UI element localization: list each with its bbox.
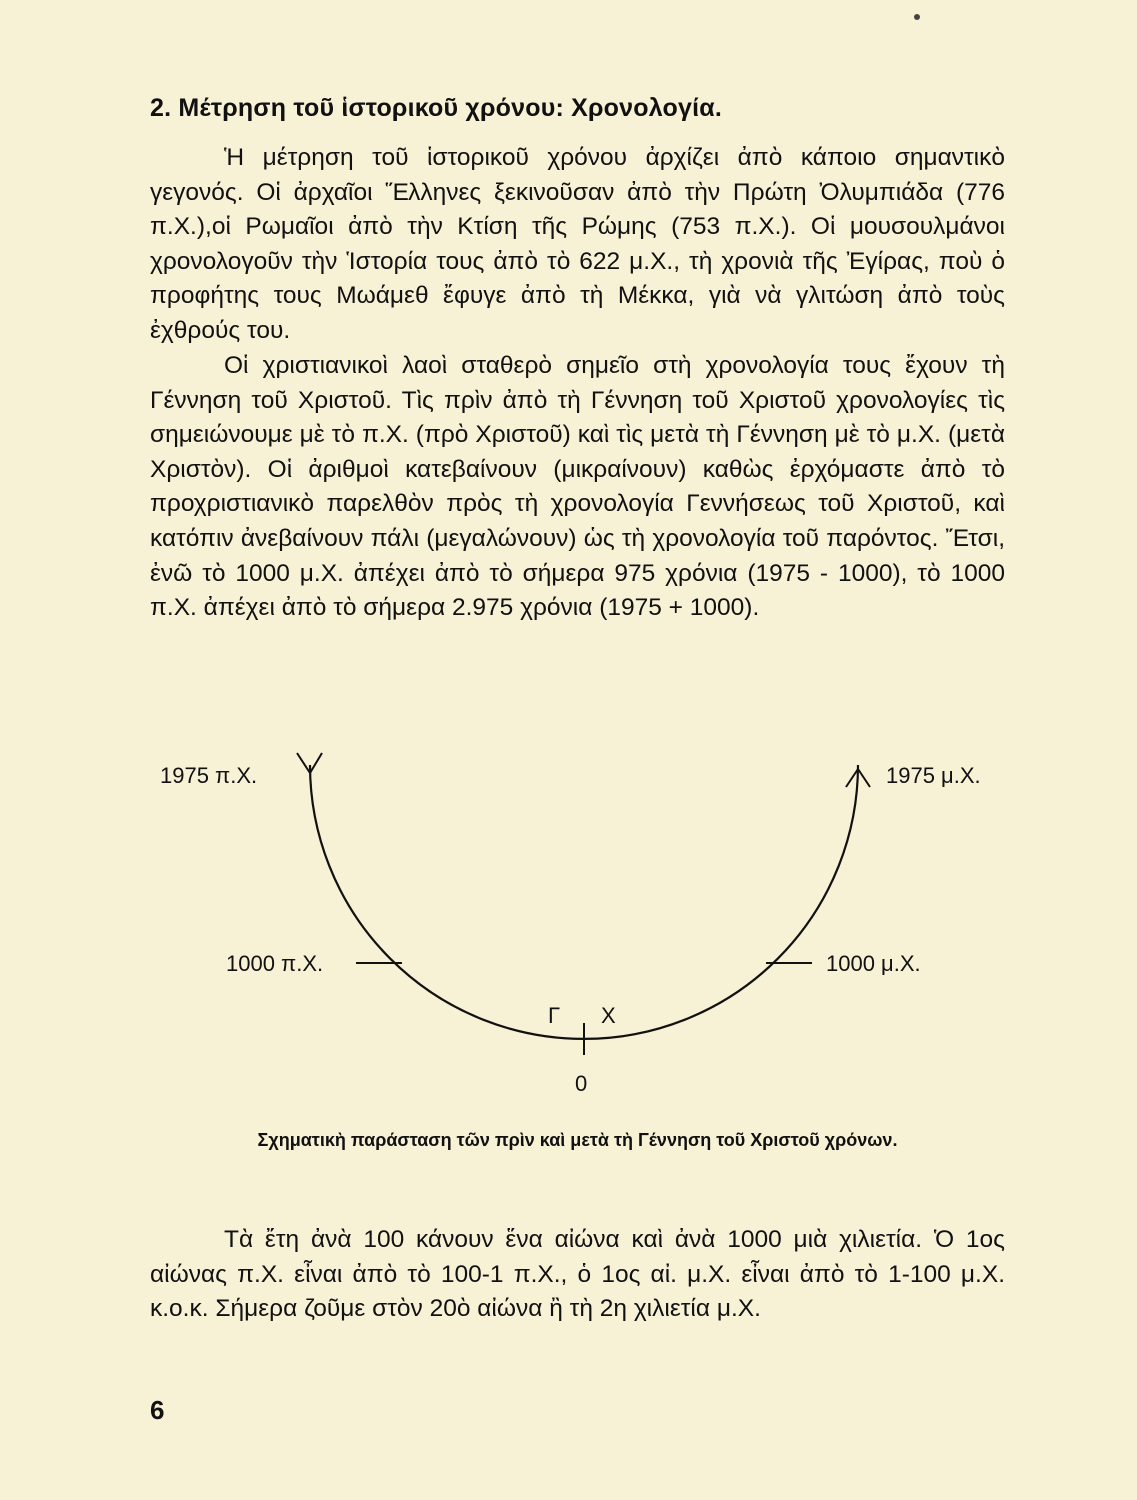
left-fork-left [297,753,310,773]
page-number: 6 [150,1395,165,1425]
speck-dot [914,14,920,20]
label-chi: Χ [601,1003,616,1028]
label-zero: 0 [575,1071,588,1096]
paragraph-2 [150,349,1005,626]
label-1000-ad: 1000 μ.Χ. [826,951,921,976]
paragraph-1 [150,141,1005,349]
timeline-diagram [0,745,1137,1115]
paragraph-2-text: Οἱ χριστιανικοὶ λαοὶ σταθερὸ σημεῖο στὴ χρονολογία τους ἔχουν τὴ Γέννηση τοῦ Χριστοῦ. Τὶς πρὶν ἀπὸ τὴ Γέννηση τοῦ Χριστοῦ χρονολογίες τὶς σημειώνουμε μὲ τὸ π.Χ. (πρὸ Χριστοῦ) καὶ τὶς μετὰ τὴ Γέννηση μὲ τὸ μ.Χ. (μετὰ Χριστὸν). Οἱ ἀριθμοὶ κατεβαίνουν (μικραίνουν) καθὼς ἐρχόμαστε ἀπὸ τὸ προχριστιανικὸ παρελθὸν πρὸς τὴ χρονολογία Γεννήσεως τοῦ Χριστοῦ, καὶ κατόπιν ἀνεβαίνουν πάλι (μεγαλώνουν) ὡς τὴ χρονολογία τοῦ παρόντος. Ἔτσι, ἐνῶ τὸ 1000 μ.Χ. ἀπέχει ἀπὸ τὸ σήμερα 975 χρόνια (1975 - 1000), τὸ 1000 π.Χ. ἀπέχει ἀπὸ τὸ σήμερα 2.975 χρόνια (1975 + 1000). [150,352,1005,622]
label-1975-bc: 1975 π.Χ. [160,763,258,788]
left-fork-right [310,753,322,773]
label-1975-ad: 1975 μ.Χ. [886,763,981,788]
right-arrow-left [846,769,858,787]
paragraph-3-text: Τὰ ἔτη ἀνὰ 100 κάνουν ἕνα αἰώνα καὶ ἀνὰ 1000 μιὰ χιλιετία. Ὁ 1ος αἰώνας π.Χ. εἶναι ἀπὸ τὸ 100-1 π.Χ., ὁ 1ος αἰ. μ.Χ. εἶναι ἀπὸ τὸ 1-100 μ.Χ. κ.ο.κ. Σήμερα ζοῦμε στὸν 20ὸ αἰώνα ἢ τὴ 2η χιλιετία μ.Χ. [150,1226,1005,1323]
diagram-caption: Σχηματικὴ παράσταση τῶν πρὶν καὶ μετὰ τὴ Γέννηση τοῦ Χριστοῦ χρόνων. [257,1130,898,1150]
timeline-arc [310,765,858,1039]
right-arrow-right [858,769,870,787]
paragraph-1-text: Ἡ μέτρηση τοῦ ἱστορικοῦ χρόνου ἀρχίζει ἀπὸ κάποιο σημαντικὸ γεγονός. Οἱ ἀρχαῖοι Ἕλληνες ξεκινοῦσαν ἀπὸ τὴν Πρώτη Ὀλυμπιάδα (776 π.Χ.),οἱ Ρωμαῖοι ἀπὸ τὴν Κτίση τῆς Ρώμης (753 π.Χ.). Οἱ μουσουλμάνοι χρονολογοῦν τὴν Ἱστορία τους ἀπὸ τὸ 622 μ.Χ., τὴ χρονιὰ τῆς Ἐγίρας, ποὺ ὁ προφήτης τους Μωάμεθ ἔφυγε ἀπὸ τὴ Μέκκα, γιὰ νὰ γλιτώση ἀπὸ τοὺς ἐχθρούς του. [150,144,1005,344]
label-1000-bc: 1000 π.Χ. [226,951,324,976]
label-gamma: Γ [548,1003,561,1028]
section-heading: 2. Μέτρηση τοῦ ἱστορικοῦ χρόνου: Χρονολογία. [150,94,722,122]
paragraph-3 [150,1223,1005,1327]
